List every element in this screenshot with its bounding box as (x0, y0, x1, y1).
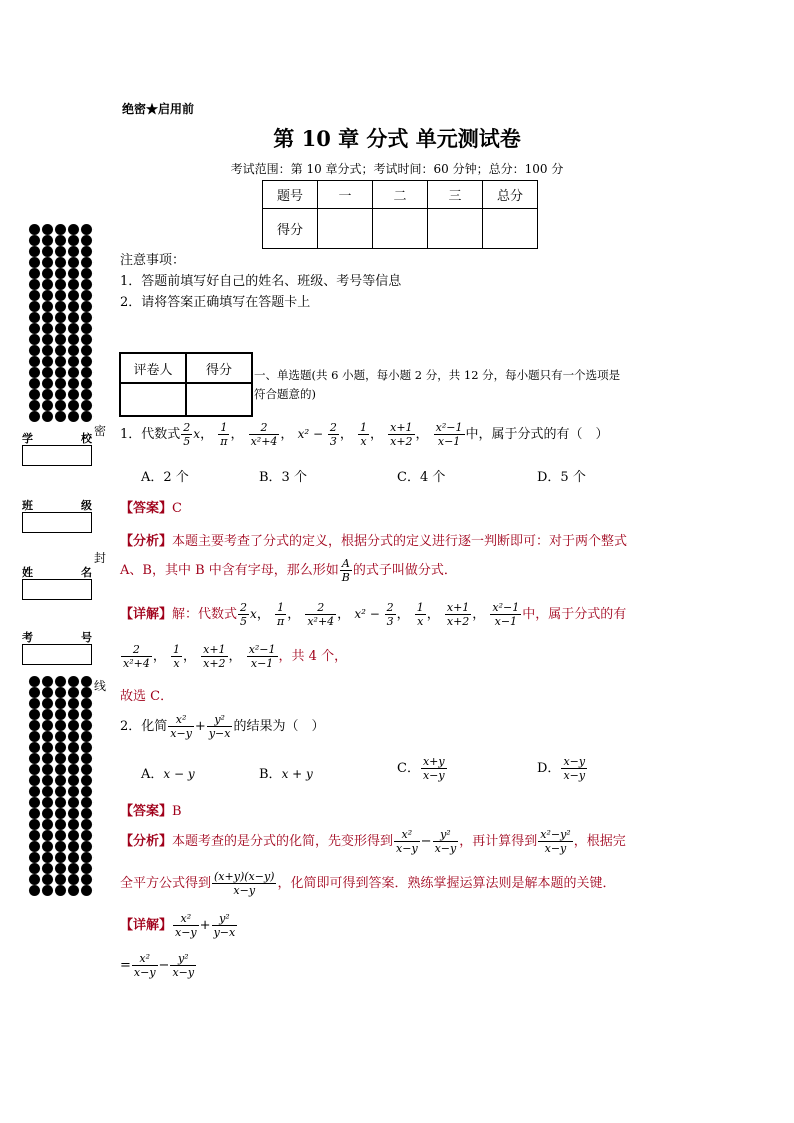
score-header-cell: 二 (373, 181, 428, 209)
score-input-cell[interactable] (318, 209, 373, 249)
q1-analysis-line-1: 【分析】本题主要考查了分式的定义，根据分式的定义进行逐一判断即可：对于两个整式 (120, 534, 628, 549)
q2-answer: 【答案】B (120, 804, 182, 819)
score-input-cell[interactable] (483, 209, 538, 249)
id-label: 考 号 (22, 631, 92, 644)
score-header-cell: 一 (318, 181, 373, 209)
question-1: 1．代数式 $\frac{2}{5}$ x， $\frac{1}{\pi}$ ， $\frac{2}{\text{x²+4}}$ ， x² − $\frac{2}{3}$ ， $\frac{1}{x}$ ， $\frac{x+1}{x+2}$ ， $\frac{\text{x²−1}}{x-1}$ 中，属于分式的有（ ） (120, 421, 609, 448)
q2-option-b[interactable]: B．x + y (259, 767, 313, 782)
score-input-cell[interactable] (428, 209, 483, 249)
score-header-cell: 总分 (483, 181, 538, 209)
seal-char: 密 (94, 424, 107, 438)
q2-detail-line-2: = $\frac{\text{x²}}{x-y}$ − $\frac{\text{y²}}{x-y}$ (120, 952, 195, 979)
school-field[interactable] (22, 445, 92, 466)
grader-table (119, 352, 253, 417)
score-row-label: 得分 (263, 209, 318, 249)
q1-answer: 【答案】C (120, 501, 182, 516)
q1-detail-line-3: 故选 C． (120, 689, 174, 704)
seal-char: 封 (94, 551, 107, 565)
section-heading-line: 符合题意的) (254, 387, 316, 401)
class-field[interactable] (22, 512, 92, 533)
score-input-cell[interactable] (373, 209, 428, 249)
q1-option-d[interactable]: D．5 个 (537, 470, 586, 485)
q2-analysis-line-2: 全平方公式得到 $\frac{(x+y)(x-y)}{x-y}$ ，化简即可得到答案．熟练掌握运算法则是解本题的关键． (120, 870, 616, 897)
section-heading (254, 366, 684, 404)
q2-option-c[interactable]: C． $\frac{x+y}{x-y}$ (397, 755, 445, 782)
name-field[interactable] (22, 579, 92, 600)
q2-option-a[interactable]: A．x − y (141, 767, 195, 782)
q1-option-c[interactable]: C．4 个 (397, 470, 446, 485)
binding-dots-top (28, 224, 94, 422)
grader-input-cell[interactable] (186, 383, 252, 416)
name-label: 姓 名 (22, 566, 92, 579)
grader-header: 得分 (186, 353, 252, 383)
question-2: 2．化简 $\frac{\text{x²}}{x-y}$ + $\frac{\text{y²}}{y-x}$ 的结果为（ ） (120, 713, 325, 740)
q1-analysis-line-2: A、B，其中 B 中含有字母，那么形如 $\frac{A}{B}$ 的式子叫做分式． (120, 557, 457, 584)
section-heading-line: 一、单选题(共 6 小题，每小题 2 分，共 12 分，每小题只有一个选项是 (254, 368, 621, 382)
grader-input-cell[interactable] (120, 383, 186, 416)
seal-char: 线 (94, 679, 107, 693)
exam-info: 考试范围：第 10 章分式；考试时间：60 分钟；总分：100 分 (230, 162, 564, 176)
q2-detail-line-1: 【详解】 $\frac{\text{x²}}{x-y}$ + $\frac{\text{y²}}{y-x}$ (120, 912, 236, 939)
q2-analysis-line-1: 【分析】本题考查的是分式的化简，先变形得到 $\frac{\text{x²}}{x-y}$ − $\frac{\text{y²}}{x-y}$ ，再计算得到 $\frac{\text{x²−y²}}{x-y}$ ，根据完 (120, 828, 626, 855)
question-1-suffix: 中，属于分式的有（ ） (465, 427, 609, 442)
id-field[interactable] (22, 644, 92, 665)
grader-header: 评卷人 (120, 353, 186, 383)
notes-item: 1．答题前填写好自己的姓名、班级、考号等信息 (120, 274, 402, 289)
notes-item: 2．请将答案正确填写在答题卡上 (120, 295, 311, 310)
q1-detail-line-1: 【详解】解：代数式 $\frac{2}{5}$ x， $\frac{1}{\pi}$ ， $\frac{2}{\text{x²+4}}$ ， x² − $\frac{2}{3}$ ， $\frac{1}{x}$ ， $\frac{x+1}{x+2}$ ， $\frac{\text{x²−1}}{x-1}$ 中，属于分式的有 (120, 601, 627, 628)
notes (120, 250, 401, 313)
q2-option-d[interactable]: D． $\frac{x-y}{x-y}$ (537, 755, 586, 782)
score-header-cell: 三 (428, 181, 483, 209)
q1-option-a[interactable]: A．2 个 (141, 470, 189, 485)
score-header-cell: 题号 (263, 181, 318, 209)
question-1-prefix: 1．代数式 (120, 427, 181, 442)
score-table (262, 180, 538, 249)
page-title: 第 10 章 分式 单元测试卷 (273, 126, 521, 151)
secret-label: 绝密★启用前 (122, 102, 195, 116)
binding-dots-bottom (28, 676, 94, 896)
notes-title: 注意事项： (120, 253, 186, 268)
q1-detail-line-2: $\frac{2}{\text{x²+4}}$ ， $\frac{1}{x}$ ， $\frac{x+1}{x+2}$ ， $\frac{\text{x²−1}}{x-1}$ ，共 4 个， (123, 643, 348, 670)
school-label: 学 校 (22, 432, 92, 445)
q1-option-b[interactable]: B．3 个 (259, 470, 307, 485)
class-label: 班 级 (22, 499, 92, 512)
